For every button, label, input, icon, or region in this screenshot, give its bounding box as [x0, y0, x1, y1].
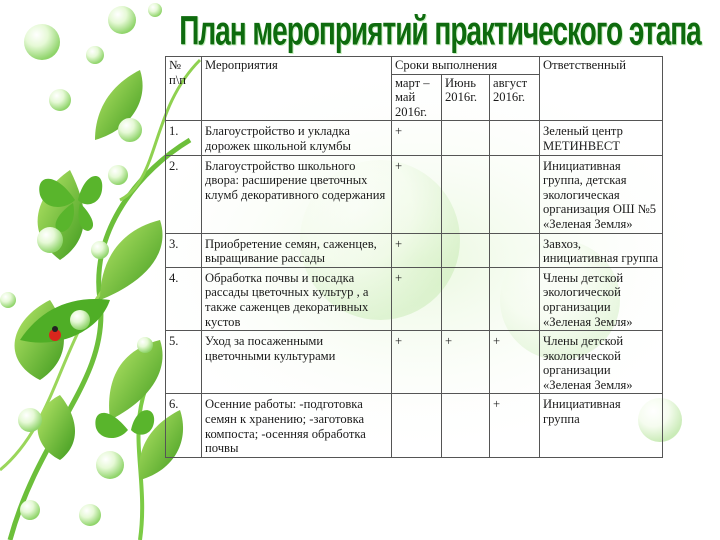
- activity-plan-table: [165, 56, 663, 458]
- header-period-june: Июнь 2016г.: [442, 74, 490, 121]
- table-row: [166, 233, 663, 267]
- header-period-august: август 2016г.: [490, 74, 540, 121]
- header-timing: Сроки выполнения: [392, 57, 540, 75]
- row-activity: Уход за посаженными цветочными культурами: [202, 331, 392, 394]
- table-row: [166, 155, 663, 233]
- row-mark-june: [442, 155, 490, 233]
- row-responsible: Члены детской экологической организации «Зеленая Земля»: [540, 331, 663, 394]
- row-mark-june: [442, 394, 490, 457]
- table-row: [166, 267, 663, 330]
- row-responsible: Зеленый центр МЕТИНВЕСТ: [540, 121, 663, 155]
- row-number: 6.: [166, 394, 202, 457]
- row-responsible: Инициативная группа, детская экологическая организация ОШ №5 «Зеленая Земля»: [540, 155, 663, 233]
- row-number: 3.: [166, 233, 202, 267]
- row-mark-june: [442, 233, 490, 267]
- row-number: 4.: [166, 267, 202, 330]
- row-activity: Благоустройство и укладка дорожек школьной клумбы: [202, 121, 392, 155]
- row-mark-mar-may: +: [392, 155, 442, 233]
- row-mark-mar-may: +: [392, 233, 442, 267]
- row-number: 5.: [166, 331, 202, 394]
- header-num: № п\п: [166, 57, 202, 121]
- header-activity: Мероприятия: [202, 57, 392, 121]
- row-activity: Приобретение семян, саженцев, выращивание рассады: [202, 233, 392, 267]
- row-activity: Осенние работы: -подготовка семян к хранению; -заготовка компоста; -осенняя обработка почвы: [202, 394, 392, 457]
- row-mark-august: [490, 233, 540, 267]
- row-mark-august: +: [490, 394, 540, 457]
- table-row: [166, 331, 663, 394]
- row-number: 1.: [166, 121, 202, 155]
- table-row: [166, 121, 663, 155]
- row-number: 2.: [166, 155, 202, 233]
- row-activity: Благоустройство школьного двора: расширение цветочных клумб декоративного содержания: [202, 155, 392, 233]
- row-mark-june: [442, 267, 490, 330]
- page-title: План мероприятий практического этапа: [179, 8, 701, 53]
- header-responsible: Ответственный: [540, 57, 663, 121]
- row-mark-mar-may: +: [392, 121, 442, 155]
- row-mark-august: +: [490, 331, 540, 394]
- row-responsible: Завхоз, инициативная группа: [540, 233, 663, 267]
- table-row: [166, 394, 663, 457]
- row-responsible: Инициативная группа: [540, 394, 663, 457]
- row-mark-mar-may: +: [392, 331, 442, 394]
- row-activity: Обработка почвы и посадка рассады цветочных культур , а также саженцев декоративных кустов: [202, 267, 392, 330]
- row-mark-june: [442, 121, 490, 155]
- row-mark-june: +: [442, 331, 490, 394]
- row-mark-august: [490, 155, 540, 233]
- row-responsible: Члены детской экологической организации «Зеленая Земля»: [540, 267, 663, 330]
- row-mark-mar-may: [392, 394, 442, 457]
- row-mark-august: [490, 121, 540, 155]
- header-period-mar-may: март – май 2016г.: [392, 74, 442, 121]
- table-header-row: [166, 57, 663, 75]
- row-mark-mar-may: +: [392, 267, 442, 330]
- row-mark-august: [490, 267, 540, 330]
